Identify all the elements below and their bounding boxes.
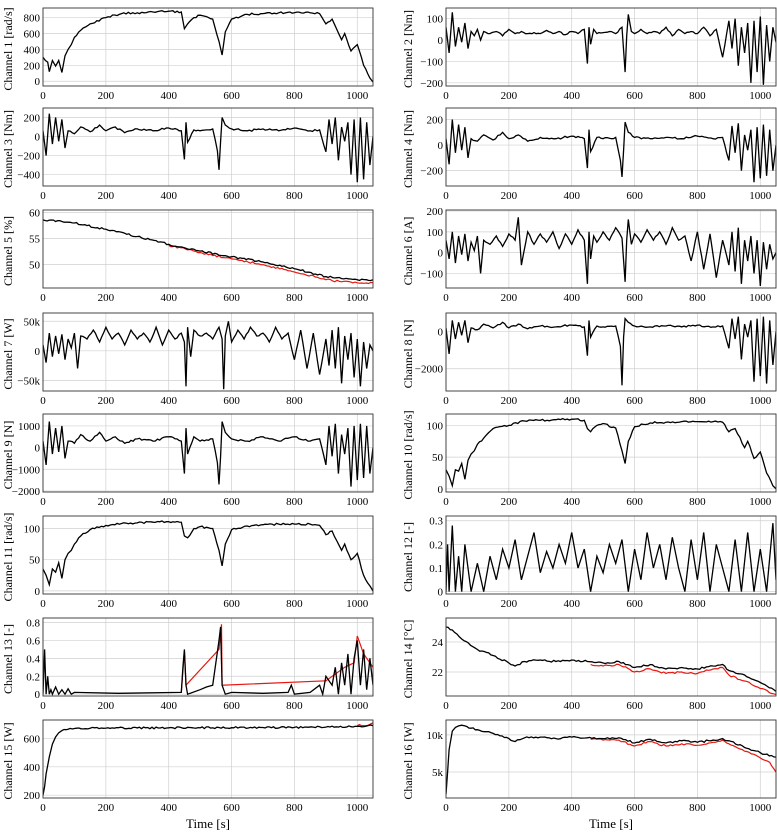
x-tick-label: 600 [626, 395, 643, 407]
x-tick-label: 600 [223, 190, 240, 202]
subplot-9 [1, 414, 373, 508]
x-tick-label: 800 [286, 292, 303, 304]
y-tick-label: 0 [437, 247, 443, 260]
subplot-15 [1, 720, 373, 814]
y-tick-label: 0 [437, 326, 443, 339]
x-tick-label: 800 [689, 598, 706, 610]
y-tick-label: 400 [23, 44, 40, 57]
y-axis-label: Channel 9 [N] [1, 420, 15, 490]
x-tick-label: 1000 [749, 802, 772, 814]
x-tick-label: 600 [626, 700, 643, 712]
y-tick-label: −200 [420, 165, 443, 178]
x-tick-label: 800 [286, 802, 303, 814]
plot-frame [446, 720, 776, 798]
y-tick-label: 600 [23, 733, 40, 746]
x-tick-label: 1000 [346, 802, 369, 814]
x-tick-label: 200 [97, 292, 115, 304]
y-tick-label: 0.8 [26, 617, 40, 630]
x-tick-label: 200 [97, 90, 115, 102]
series-line-1 [43, 725, 373, 795]
y-tick-label: −2000 [414, 363, 443, 376]
x-tick-label: 200 [97, 802, 115, 814]
subplot-3 [1, 108, 373, 202]
x-tick-label: 200 [97, 598, 115, 610]
x-tick-label: 600 [626, 598, 643, 610]
x-tick-label: 400 [563, 395, 580, 407]
x-tick-label: 0 [40, 90, 46, 102]
x-tick-label: 0 [443, 292, 449, 304]
x-tick-label: 200 [97, 190, 115, 202]
x-tick-label: 600 [223, 598, 240, 610]
x-tick-label: 200 [500, 292, 518, 304]
y-tick-label: 0 [437, 586, 443, 599]
y-tick-label: 0 [34, 689, 40, 702]
x-tick-label: 800 [689, 802, 706, 814]
x-tick-label: 800 [689, 395, 706, 407]
subplot-10 [401, 410, 776, 508]
y-tick-label: 50 [432, 452, 443, 465]
y-tick-label: 0 [437, 483, 443, 496]
x-tick-label: 1000 [749, 190, 772, 202]
x-tick-label: 400 [160, 802, 177, 814]
x-tick-label: 400 [563, 598, 580, 610]
plot-frame [446, 313, 776, 391]
x-tick-label: 200 [500, 802, 518, 814]
y-tick-label: 0.1 [429, 563, 443, 575]
y-tick-label: 0 [34, 585, 40, 598]
x-tick-label: 400 [160, 700, 177, 712]
y-tick-label: 400 [23, 761, 40, 774]
y-axis-label: Channel 10 [rad/s] [401, 410, 415, 500]
y-tick-label: 0 [34, 131, 40, 144]
series-line-2 [591, 664, 776, 694]
x-tick-label: 1000 [749, 292, 772, 304]
y-axis-label: Channel 13 [-] [1, 624, 15, 694]
x-tick-label: 800 [689, 496, 706, 508]
plot-frame [446, 8, 776, 86]
y-axis-label: Channel 4 [Nm] [401, 110, 415, 188]
y-tick-label: 1000 [18, 420, 40, 433]
x-tick-label: 800 [286, 90, 303, 102]
y-axis-label: Channel 12 [-] [401, 522, 415, 592]
y-tick-label: 600 [23, 28, 40, 41]
y-tick-label: 100 [426, 420, 443, 433]
subplot-1 [1, 7, 373, 102]
y-tick-label: 0.6 [26, 635, 40, 648]
y-tick-label: 60 [29, 207, 40, 220]
series-line-1 [446, 12, 776, 85]
subplot-13 [1, 617, 373, 712]
x-tick-label: 0 [40, 292, 46, 304]
y-tick-label: 200 [23, 790, 40, 803]
y-tick-label: 5k [432, 767, 443, 779]
series-line-1 [43, 220, 373, 281]
y-tick-label: 24 [432, 637, 443, 649]
x-tick-label: 0 [443, 598, 449, 610]
x-tick-label: 600 [626, 190, 643, 202]
x-tick-label: 800 [286, 395, 303, 407]
x-tick-label: 200 [97, 496, 115, 508]
subplot-8 [401, 313, 776, 407]
x-tick-label: 400 [563, 700, 580, 712]
x-tick-label: 1000 [346, 598, 369, 610]
x-tick-label: 1000 [749, 90, 772, 102]
x-tick-label: 400 [160, 598, 177, 610]
x-tick-label: 400 [160, 90, 177, 102]
subplot-4 [401, 108, 776, 202]
series-line-1 [43, 321, 373, 389]
y-axis-label: Channel 1 [rad/s] [1, 7, 15, 91]
x-tick-label: 600 [626, 802, 643, 814]
x-tick-label: 800 [689, 700, 706, 712]
y-tick-label: 200 [426, 206, 443, 219]
subplot-6 [401, 206, 776, 304]
x-tick-label: 600 [223, 292, 240, 304]
y-tick-label: 50 [29, 554, 40, 567]
x-tick-label: 600 [626, 90, 643, 102]
y-tick-label: 200 [23, 112, 40, 125]
x-tick-label: 200 [500, 190, 518, 202]
series-line-1 [43, 422, 373, 487]
y-tick-label: −2000 [11, 485, 40, 498]
y-tick-label: 0 [437, 140, 443, 153]
y-tick-label: −200 [420, 77, 443, 90]
x-tick-label: 1000 [346, 700, 369, 712]
y-tick-label: 22 [432, 667, 443, 679]
subplot-12 [401, 516, 776, 610]
subplot-11 [1, 513, 373, 610]
plot-frame [43, 618, 373, 696]
x-tick-label: 1000 [749, 700, 772, 712]
x-tick-label: 1000 [346, 90, 369, 102]
series-line-1 [43, 11, 373, 82]
y-axis-label: Channel 14 [°C] [401, 619, 415, 699]
x-tick-label: 600 [223, 395, 240, 407]
y-tick-label: 0.2 [429, 539, 443, 552]
x-tick-label: 400 [563, 802, 580, 814]
x-tick-label: 0 [40, 496, 46, 508]
subplot-2 [401, 8, 776, 102]
x-tick-label: 800 [689, 292, 706, 304]
y-tick-label: −400 [17, 169, 40, 182]
series-line-2 [591, 739, 776, 772]
x-tick-label: 400 [160, 190, 177, 202]
x-tick-label: 1000 [346, 395, 369, 407]
x-tick-label: 200 [97, 700, 115, 712]
x-tick-label: 800 [689, 90, 706, 102]
series-line-1 [43, 521, 373, 591]
y-tick-label: −1000 [11, 464, 40, 477]
x-tick-label: 600 [223, 802, 240, 814]
y-tick-label: 0 [34, 76, 40, 89]
y-axis-label: Channel 6 [A] [401, 216, 415, 286]
y-tick-label: 200 [23, 60, 40, 73]
y-tick-label: 10k [426, 729, 443, 742]
x-tick-label: 1000 [346, 292, 369, 304]
series-line-1 [446, 120, 776, 183]
x-tick-label: 0 [40, 700, 46, 712]
x-tick-label: 200 [500, 496, 518, 508]
x-tick-label: 0 [443, 496, 449, 508]
x-tick-label: 0 [443, 190, 449, 202]
x-tick-label: 600 [223, 90, 240, 102]
x-axis-label-left: Time [s] [186, 816, 230, 831]
subplot-16 [401, 720, 776, 814]
y-tick-label: 50 [29, 259, 40, 272]
x-tick-label: 600 [223, 700, 240, 712]
y-axis-label: Channel 5 [%] [1, 216, 15, 286]
y-axis-label: Channel 3 [Nm] [1, 110, 15, 188]
x-tick-label: 600 [626, 292, 643, 304]
x-tick-label: 400 [160, 496, 177, 508]
x-tick-label: 800 [286, 700, 303, 712]
x-tick-label: 1000 [749, 496, 772, 508]
x-tick-label: 200 [97, 395, 115, 407]
y-axis-label: Channel 16 [W] [401, 722, 415, 800]
x-tick-label: 400 [563, 190, 580, 202]
x-tick-label: 400 [563, 292, 580, 304]
subplot-5 [1, 208, 373, 304]
x-tick-label: 0 [443, 802, 449, 814]
x-tick-label: 400 [160, 292, 177, 304]
series-line-1 [446, 419, 776, 489]
x-tick-label: 1000 [749, 395, 772, 407]
x-tick-label: 400 [563, 90, 580, 102]
y-tick-label: −100 [420, 56, 443, 69]
y-tick-label: 50k [23, 316, 40, 329]
x-tick-label: 200 [500, 90, 518, 102]
y-tick-label: 100 [426, 226, 443, 239]
x-tick-label: 600 [223, 496, 240, 508]
x-tick-label: 800 [286, 496, 303, 508]
x-tick-label: 0 [40, 802, 46, 814]
x-tick-label: 0 [40, 598, 46, 610]
series-line-1 [446, 725, 776, 794]
series-line-1 [446, 317, 776, 386]
x-tick-label: 400 [563, 496, 580, 508]
x-tick-label: 1000 [749, 598, 772, 610]
x-axis-label-right: Time [s] [589, 816, 633, 831]
x-tick-label: 600 [626, 496, 643, 508]
x-tick-label: 800 [689, 190, 706, 202]
x-tick-label: 400 [160, 395, 177, 407]
y-tick-label: 0.2 [26, 671, 40, 684]
x-tick-label: 0 [443, 90, 449, 102]
y-axis-label: Channel 15 [W] [1, 722, 15, 800]
series-line-1 [446, 217, 776, 286]
y-tick-label: 0 [437, 35, 443, 48]
y-axis-label: Channel 2 [Nm] [401, 10, 415, 88]
x-tick-label: 800 [286, 598, 303, 610]
plot-frame [446, 210, 776, 288]
series-line-1 [446, 627, 776, 692]
y-tick-label: −100 [420, 268, 443, 281]
series-line-1 [43, 114, 373, 183]
y-axis-label: Channel 7 [W] [1, 318, 15, 390]
y-tick-label: 0.4 [26, 653, 40, 666]
x-tick-label: 200 [500, 700, 518, 712]
x-tick-label: 1000 [346, 190, 369, 202]
y-tick-label: 200 [426, 114, 443, 127]
y-axis-label: Channel 11 [rad/s] [1, 512, 15, 602]
x-tick-label: 0 [443, 700, 449, 712]
y-tick-label: 100 [426, 13, 443, 26]
y-tick-label: 0 [34, 345, 40, 358]
x-tick-label: 200 [500, 395, 518, 407]
x-tick-label: 200 [500, 598, 518, 610]
y-tick-label: 0 [34, 442, 40, 455]
y-tick-label: 100 [23, 523, 40, 536]
x-tick-label: 0 [443, 395, 449, 407]
y-tick-label: 55 [29, 233, 40, 246]
x-tick-label: 0 [40, 395, 46, 407]
plot-frame [43, 720, 373, 798]
y-tick-label: −200 [17, 150, 40, 163]
y-axis-label: Channel 8 [N] [401, 319, 415, 389]
x-tick-label: 800 [286, 190, 303, 202]
y-tick-label: −50k [17, 375, 40, 388]
x-tick-label: 0 [40, 190, 46, 202]
x-tick-label: 1000 [346, 496, 369, 508]
subplot-7 [1, 313, 373, 407]
y-tick-label: 800 [23, 12, 40, 25]
series-line-1 [446, 523, 776, 592]
y-tick-label: 0.3 [429, 515, 443, 528]
subplot-14 [401, 618, 776, 712]
